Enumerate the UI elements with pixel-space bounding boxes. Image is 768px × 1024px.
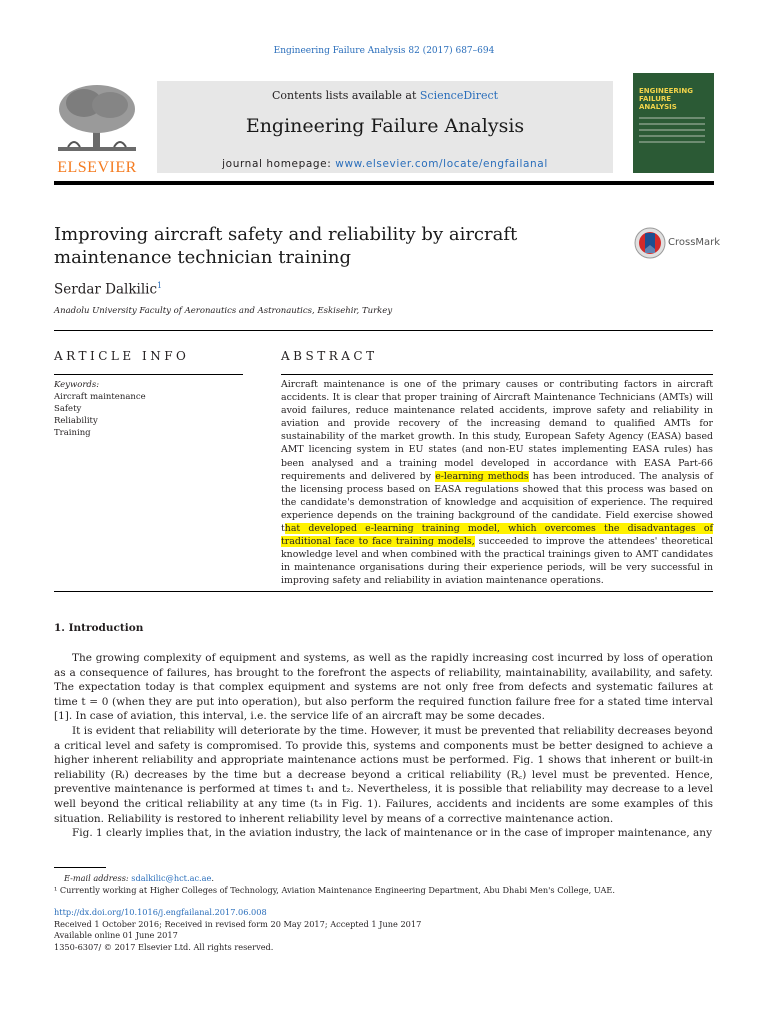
paragraph: Fig. 1 clearly implies that, in the aviation industry, the lack of maintenance or in the case of improper maintenance, any (72, 827, 713, 840)
copyright-notice: 1350-6307/ © 2017 Elsevier Ltd. All rights reserved. (54, 941, 274, 952)
introduction-body (54, 651, 713, 841)
received-dates: Received 1 October 2016; Received in revised form 20 May 2017; Accepted 1 June 2017 (54, 918, 422, 929)
author-name[interactable]: Serdar Dalkilic (54, 281, 158, 298)
author-affiliation: Anadolu University Faculty of Aeronautics and Astronautics, Eskisehir, Turkey (54, 306, 393, 316)
elsevier-logo (54, 81, 140, 181)
keywords-block (54, 379, 146, 439)
abstract-divider (281, 374, 713, 375)
elsevier-tree-icon (54, 81, 140, 157)
abstract-text: succeeded to improve the attendees' theoretical knowledge level and when combined with the practical trainings given to AMT candidates in maintenance organisations during their experience periods, will be very successful in improving safety and reliability in aviation maintenance operations. (281, 536, 713, 587)
keywords-label: Keywords: (54, 380, 100, 390)
paragraph: The growing complexity of equipment and systems, as well as the rapidly increasing cost incurred by loss of operation as a consequence of failures, has brought to the forefront the aspects of reliability, maintainability, availability, and safety. The expectation today is that complex equipment and systems are not only free from defects and systematic failures at time t = 0 (when they are put into operation), but also perform the required function failure free for a stated time interval [1]. In case of aviation, this interval, i.e. the service life of an aircraft may be some decades. (54, 652, 713, 723)
abstract-bottom-divider (54, 591, 713, 592)
cover-decoration (639, 117, 705, 147)
abstract-body (281, 378, 713, 588)
crossmark-icon (634, 227, 666, 259)
cover-title: ENGINEERING FAILURE ANALYSIS (639, 87, 694, 111)
email-label: E-mail address: (64, 873, 132, 883)
abstract-text: has been introduced. The analysis of the licensing process based on EASA regulations showed that this process was based on the candidate's demonstration of knowledge and acquisition of experience. The required experience depends on the training background of the candidate. Field exercise showed t (281, 470, 713, 535)
journal-citation[interactable]: Engineering Failure Analysis 82 (2017) 687–694 (273, 46, 495, 56)
abstract-highlight[interactable]: hat developed e-learning training model, which overcomes the disadvantages of traditional face to face training models, (281, 523, 713, 548)
journal-cover-image[interactable] (633, 73, 714, 173)
keyword-item: Safety (54, 404, 82, 414)
footnote-divider (54, 867, 106, 868)
journal-title: Engineering Failure Analysis (245, 115, 525, 137)
elsevier-wordmark: ELSEVIER (57, 159, 137, 176)
header-divider (54, 330, 713, 331)
introduction-heading: 1. Introduction (54, 622, 144, 634)
article-info-divider (54, 374, 243, 375)
homepage-prefix: journal homepage: (222, 158, 336, 170)
masthead-divider (54, 181, 714, 185)
keyword-item: Reliability (54, 416, 98, 426)
contents-prefix: Contents lists available at (271, 89, 420, 102)
article-metadata (54, 907, 421, 953)
journal-info-box (157, 81, 613, 173)
author-footnote-mark[interactable]: 1 (157, 281, 163, 290)
sciencedirect-link[interactable]: ScienceDirect (419, 89, 499, 102)
doi-link[interactable]: http://dx.doi.org/10.1016/j.engfailanal.2017.06.008 (54, 907, 267, 917)
homepage-line (157, 158, 613, 170)
keyword-item: Training (54, 428, 91, 438)
author-line (54, 281, 162, 298)
keyword-item: Aircraft maintenance (54, 392, 146, 402)
footnote-1: ¹ Currently working at Higher Colleges of Technology, Aviation Maintenance Engineering Department, Abu Dhabi Men's College, UAE. (54, 885, 615, 895)
contents-line (157, 89, 613, 102)
email-footnote: E-mail address: sdalkilic@hct.ac.ae. (64, 873, 214, 883)
abstract-heading: ABSTRACT (281, 349, 378, 363)
footnotes (54, 872, 615, 896)
crossmark-badge[interactable] (634, 227, 721, 259)
article-info-heading: ARTICLE INFO (54, 349, 190, 363)
homepage-link[interactable]: www.elsevier.com/locate/engfailanal (335, 158, 548, 170)
abstract-text: Aircraft maintenance is one of the primary causes or contributing factors in aircraft accidents. It is clear that proper training of Aircraft Maintenance Technicians (AMTs) will avoid failures, reduce maintenance related accidents, improve safety and reliability in aviation and provide recovery of the increasing demand to qualified AMTs for sustainability of the market growth. In this study, European Safety Agency (EASA) based AMT licencing system in EU states (and non-EU states implementing EASA rules) has been analysed and a training model developed in accordance with EASA Part-66 requirements and delivered by (281, 379, 713, 482)
paragraph: It is evident that reliability will deteriorate by the time. However, it must be prevented that reliability decreases beyond a critical level and safety is compromised. To provide this, systems and components must be better designed to achieve a higher inherent reliability and appropriate maintenance actions must be performed. Fig. 1 shows that inherent or built-in reliability (Rᵢ) decreases by the time but a decrease beyond a critical reliability (R꜀) level must be prevented. Hence, preventive maintenance is performed at times t₁ and t₂. Nevertheless, it is possible that reliability may decrease to a level well beyond the critical reliability at any time (t₃ in Fig. 1). Failures, accidents and incidents are some examples of this situation. Reliability is restored to inherent reliability level by means of a corrective maintenance action. (54, 724, 713, 825)
crossmark-label: CrossMark (668, 237, 721, 248)
abstract-highlight[interactable]: e-learning methods (435, 470, 529, 482)
available-online: Available online 01 June 2017 (54, 930, 178, 941)
journal-masthead (54, 73, 714, 185)
email-link[interactable]: sdalkilic@hct.ac.ae (131, 873, 212, 883)
article-title: Improving aircraft safety and reliability by aircraft maintenance technician training (54, 224, 518, 268)
